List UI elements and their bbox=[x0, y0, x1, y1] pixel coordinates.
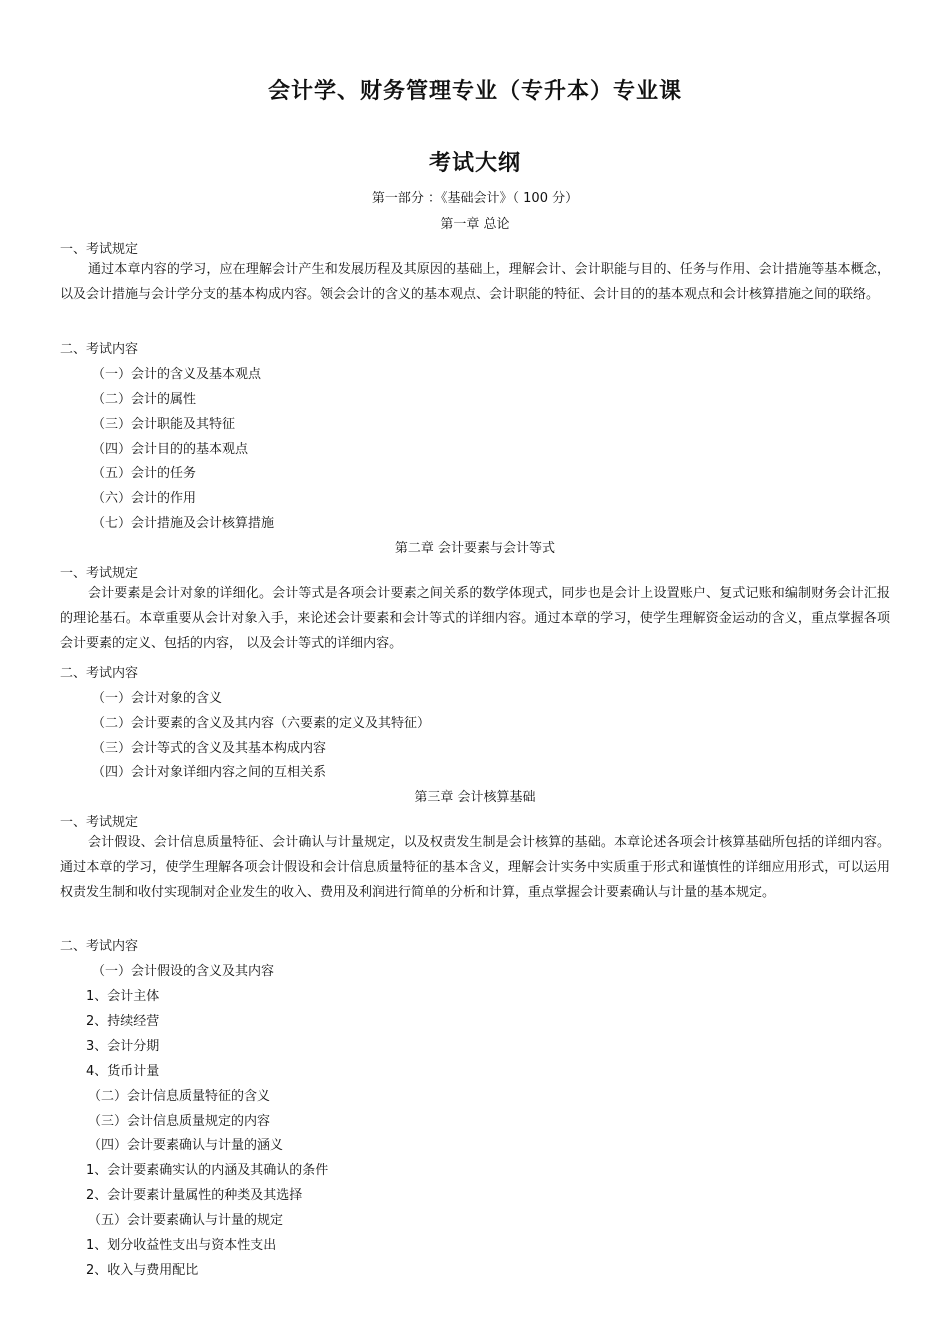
list-item: （六）会计的作用 bbox=[92, 491, 197, 506]
list-item: 4、货币计量 bbox=[86, 1064, 160, 1079]
document-title: 会计学、财务管理专业（专升本）专业课 bbox=[267, 79, 682, 104]
list-item: （三）会计信息质量规定的内容 bbox=[88, 1114, 271, 1129]
chapter-2-regulation-text: 会计要素是会计对象的详细化。会计等式是各项会计要素之间关系的数学体现式，同步也是会计上设置账户、复式记账和编制财务会计汇报的理论基石。本章重要从会计对象入手，来论述会计要素和会计等式的详细内容。通过本章的学习，使学生理解资金运动的含义，重点掌握各项会计要素的定义、包括的内容， 以及会计等式的详细内容。 bbox=[60, 586, 890, 651]
chapter-2-regulation-label: 一、考试规定 bbox=[60, 566, 139, 581]
chapter-1-regulation-label: 一、考试规定 bbox=[60, 242, 139, 257]
list-item: 1、会计主体 bbox=[86, 989, 160, 1004]
list-item: （一）会计假设的含义及其内容 bbox=[92, 964, 275, 979]
list-item: （三）会计职能及其特征 bbox=[92, 417, 236, 432]
list-item: 1、会计要素确实认的内涵及其确认的条件 bbox=[86, 1163, 329, 1178]
list-item: 2、持续经营 bbox=[86, 1014, 160, 1029]
chapter-2-content-label: 二、考试内容 bbox=[60, 666, 139, 681]
list-item: （五）会计要素确认与计量的规定 bbox=[88, 1213, 284, 1228]
list-item: （四）会计目的的基本观点 bbox=[92, 442, 249, 457]
list-item: （四）会计对象详细内容之间的互相关系 bbox=[92, 765, 327, 780]
list-item: （二）会计的属性 bbox=[92, 392, 197, 407]
list-item: （四）会计要素确认与计量的涵义 bbox=[88, 1138, 284, 1153]
document-subtitle: 考试大纲 bbox=[428, 151, 521, 176]
list-item: （二）会计信息质量特征的含义 bbox=[88, 1089, 271, 1104]
chapter-1-regulation-text: 通过本章内容的学习，应在理解会计产生和发展历程及其原因的基础上，理解会计、会计职能与目的、任务与作用、会计措施等基本概念，以及会计措施与会计学分支的基本构成内容。领会会计的含义的基本观点、会计职能的特征、会计目的的基本观点和会计核算措施之间的联络。 bbox=[60, 262, 890, 302]
chapter-3-regulation-text: 会计假设、会计信息质量特征、会计确认与计量规定，以及权责发生制是会计核算的基础。本章论述各项会计核算基础所包括的详细内容。通过本章的学习，使学生理解各项会计假设和会计信息质量特征的基本含义，理解会计实务中实质重于形式和谨慎性的详细应用形式，可以运用权责发生制和收付实现制对企业发生的收入、费用及利润进行简单的分析和计算，重点掌握会计要素确认与计量的基本规定。 bbox=[60, 835, 890, 900]
chapter-3-content-label: 二、考试内容 bbox=[60, 939, 139, 954]
list-item: （一）会计的含义及基本观点 bbox=[92, 367, 262, 382]
list-item: （二）会计要素的含义及其内容（六要素的定义及其特征） bbox=[92, 716, 431, 731]
list-item: 2、会计要素计量属性的种类及其选择 bbox=[86, 1188, 303, 1203]
list-item: （一）会计对象的含义 bbox=[92, 691, 223, 706]
chapter-3-heading: 第三章 会计核算基础 bbox=[414, 790, 536, 805]
list-item: （三）会计等式的含义及其基本构成内容 bbox=[92, 741, 327, 756]
chapter-1-content-label: 二、考试内容 bbox=[60, 342, 139, 357]
list-item: 3、会计分期 bbox=[86, 1039, 160, 1054]
list-item: 2、收入与费用配比 bbox=[86, 1263, 199, 1278]
chapter-1-heading: 第一章 总论 bbox=[440, 217, 510, 232]
list-item: （七）会计措施及会计核算措施 bbox=[92, 516, 275, 531]
part-heading: 第一部分 ：《基础会计》（ 100 分） bbox=[371, 191, 579, 206]
chapter-3-regulation-label: 一、考试规定 bbox=[60, 815, 139, 830]
chapter-2-heading: 第二章 会计要素与会计等式 bbox=[394, 541, 556, 556]
list-item: （五）会计的任务 bbox=[92, 466, 197, 481]
list-item: 1、划分收益性支出与资本性支出 bbox=[86, 1238, 277, 1253]
